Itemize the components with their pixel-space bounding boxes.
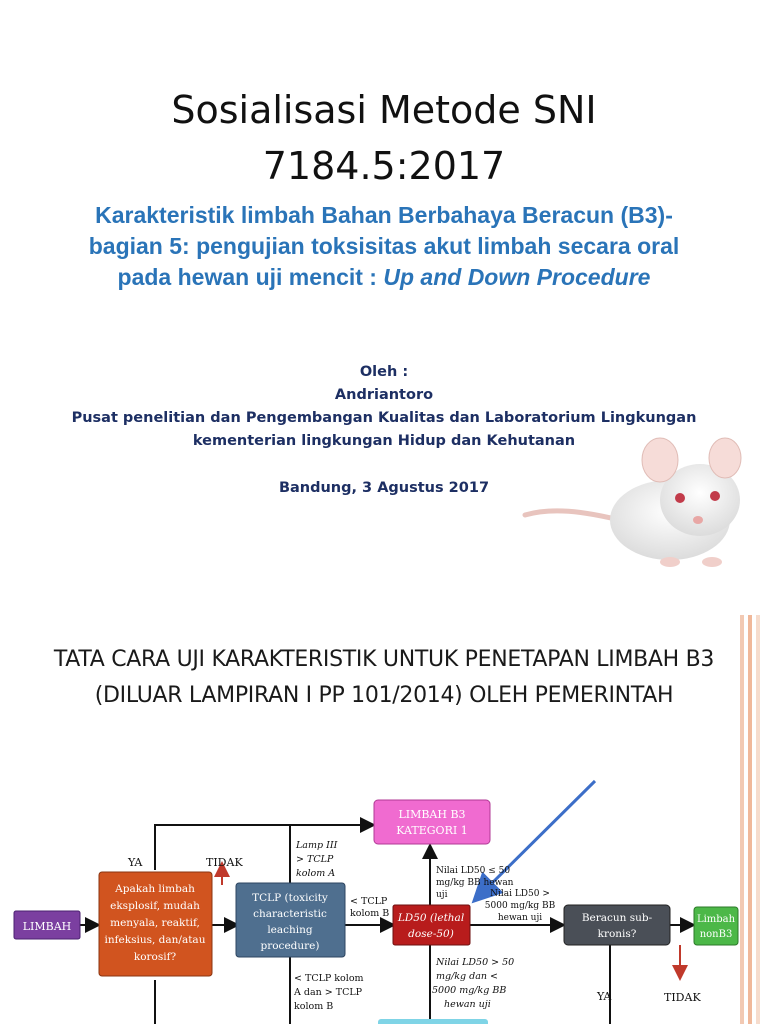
kategori1-box — [374, 800, 490, 844]
ya2-label: YA — [597, 990, 612, 1003]
ld50-low-note — [485, 889, 556, 923]
ld50-mid-note — [432, 957, 514, 1010]
svg-text:TCLP (toxicity: TCLP (toxicity — [252, 892, 328, 904]
svg-text:KATEGORI 1: KATEGORI 1 — [396, 824, 468, 837]
svg-text:Lamp III: Lamp III — [296, 840, 338, 851]
bottom-box — [378, 1019, 488, 1024]
svg-text:infeksius, dan/atau: infeksius, dan/atau — [104, 934, 206, 946]
svg-text:kronis?: kronis? — [597, 928, 637, 940]
svg-text:procedure): procedure) — [260, 940, 320, 952]
svg-text:korosif?: korosif? — [133, 951, 177, 963]
svg-text:5000 mg/kg BB: 5000 mg/kg BB — [484, 901, 556, 911]
tclp-range-note — [293, 973, 364, 1012]
author-name: Andriantoro — [334, 387, 434, 403]
presentation-date: Bandung, 3 Agustus 2017 — [278, 480, 490, 496]
svg-text:uji: uji — [436, 890, 448, 900]
svg-text:5000 mg/kg BB: 5000 mg/kg BB — [432, 985, 507, 996]
svg-text:menyala, reaktif,: menyala, reaktif, — [110, 917, 200, 929]
svg-text:< TCLP kolom: < TCLP kolom — [294, 973, 364, 984]
svg-text:hewan uji: hewan uji — [444, 999, 491, 1010]
svg-text:Nilai LD50 ≤ 50: Nilai LD50 ≤ 50 — [436, 866, 511, 876]
slide-2 — [0, 615, 768, 1024]
svg-text:Nilai LD50 > 50: Nilai LD50 > 50 — [436, 957, 515, 968]
institution-line-2: kementerian lingkungan Hidup dan Kehutanan — [192, 433, 576, 449]
svg-text:mg/kg dan <: mg/kg dan < — [436, 971, 498, 982]
svg-text:> TCLP: > TCLP — [296, 854, 334, 865]
slide2-title-line-2: (DILUAR LAMPIRAN I PP 101/2014) OLEH PEMERINTAH — [94, 683, 674, 708]
svg-text:kolom A: kolom A — [296, 868, 336, 879]
limbah-label: LIMBAH — [22, 920, 72, 933]
svg-text:kolom B: kolom B — [294, 1001, 334, 1012]
ya-label: YA — [128, 856, 143, 869]
flowchart — [0, 615, 768, 1024]
oleh-label: Oleh : — [359, 364, 409, 380]
subtitle-text: Karakteristik limbah Bahan Berbahaya Beracun (B3)- bagian 5: pengujian toksisitas akut limbah secara oral pada hewan uji mencit : — [88, 202, 680, 290]
svg-text:eksplosif, mudah: eksplosif, mudah — [110, 900, 200, 912]
title-line-2: 7184.5:2017 — [262, 144, 506, 188]
title-line-1: Sosialisasi Metode SNI — [171, 88, 597, 132]
svg-text:leaching: leaching — [267, 924, 313, 936]
svg-text:Limbah: Limbah — [696, 914, 736, 925]
svg-text:characteristic: characteristic — [253, 908, 327, 920]
mouse-image — [520, 420, 768, 585]
svg-text:Nilai LD50 >: Nilai LD50 > — [490, 889, 550, 899]
svg-text:Apakah limbah: Apakah limbah — [115, 883, 195, 895]
svg-text:dose-50): dose-50) — [408, 928, 454, 940]
tclp-b-note — [350, 896, 389, 919]
svg-text:LD50 (lethal: LD50 (lethal — [397, 912, 465, 924]
svg-text:LIMBAH B3: LIMBAH B3 — [398, 808, 466, 821]
svg-text:hewan uji: hewan uji — [497, 913, 543, 923]
svg-text:< TCLP: < TCLP — [350, 896, 388, 907]
svg-text:mg/kg BB hewan: mg/kg BB hewan — [436, 878, 514, 888]
subtitle — [60, 200, 708, 293]
svg-text:Beracun sub-: Beracun sub- — [581, 912, 653, 924]
tidak-label: TIDAK — [206, 856, 243, 869]
svg-text:kolom B: kolom B — [350, 908, 390, 919]
lamp-note — [295, 840, 338, 879]
tidak2-label: TIDAK — [664, 991, 701, 1004]
svg-text:A dan > TCLP: A dan > TCLP — [294, 987, 363, 998]
subtitle-italic: Up and Down Procedure — [383, 264, 651, 290]
svg-text:nonB3: nonB3 — [699, 929, 733, 940]
institution-line-1: Pusat penelitian dan Pengembangan Kualitas dan Laboratorium Lingkungan — [71, 410, 697, 426]
slide2-title-line-1: TATA CARA UJI KARAKTERISTIK UNTUK PENETAPAN LIMBAH B3 — [53, 647, 715, 672]
